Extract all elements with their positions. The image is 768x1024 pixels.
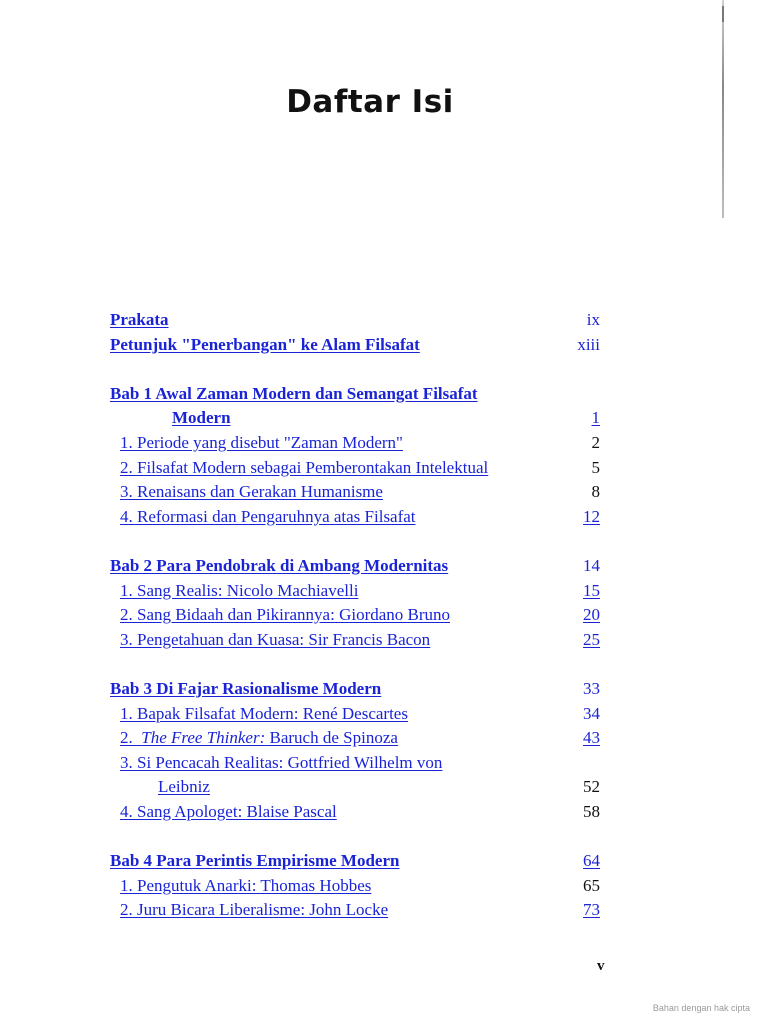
copyright-watermark: Bahan dengan hak cipta (652, 1003, 750, 1013)
toc-entry-page[interactable]: 73 (583, 900, 600, 920)
toc-entry-page[interactable]: 52 (583, 777, 600, 797)
toc-spacer (110, 652, 600, 677)
toc-section-title[interactable]: 4. Reformasi dan Pengaruhnya atas Filsafat (120, 506, 416, 526)
toc-chapter-title[interactable]: Bab 3 Di Fajar Rasionalisme Modern (110, 678, 382, 698)
toc-section[interactable] (110, 898, 600, 923)
toc-entry-page[interactable]: 43 (583, 728, 600, 748)
toc-chapter-4[interactable] (110, 849, 600, 874)
toc-entry-page[interactable]: 15 (583, 580, 600, 600)
toc-entry-page[interactable]: 33 (583, 678, 600, 698)
toc-entry-title[interactable]: Prakata (110, 310, 169, 329)
table-of-contents (110, 308, 600, 923)
page-edge-mark (722, 6, 724, 22)
page-number: v (597, 958, 605, 974)
toc-section-title[interactable]: 1. Pengutuk Anarki: Thomas Hobbes (120, 875, 372, 895)
toc-section[interactable] (110, 579, 600, 604)
toc-section-title[interactable]: 1. Sang Realis: Nicolo Machiavelli (120, 580, 359, 600)
toc-section[interactable] (110, 628, 600, 653)
toc-section[interactable] (110, 505, 600, 530)
toc-section-number: 2. (120, 728, 142, 748)
toc-section[interactable] (110, 480, 600, 505)
toc-section[interactable] (110, 751, 600, 776)
toc-entry-petunjuk[interactable] (110, 333, 600, 358)
toc-section-title[interactable]: 1. Periode yang disebut "Zaman Modern" (120, 432, 403, 452)
toc-entry-page[interactable]: 2 (591, 432, 600, 452)
toc-entry-page[interactable]: 64 (583, 851, 600, 871)
toc-chapter-1[interactable] (110, 382, 600, 407)
toc-section-title[interactable]: 1. Bapak Filsafat Modern: René Descartes (120, 703, 408, 723)
toc-section-continued[interactable] (110, 775, 600, 800)
toc-section-title-cont[interactable]: Leibniz (158, 777, 210, 797)
toc-entry-page[interactable]: 12 (583, 506, 600, 526)
toc-section[interactable] (110, 800, 600, 825)
toc-entry-page[interactable]: 25 (583, 629, 600, 649)
toc-section[interactable] (110, 431, 600, 456)
toc-entry-page[interactable]: 20 (583, 605, 600, 625)
toc-entry-page[interactable]: xiii (577, 334, 600, 354)
toc-section-title[interactable]: 3. Renaisans dan Gerakan Humanisme (120, 482, 383, 502)
toc-section-title[interactable]: 4. Sang Apologet: Blaise Pascal (120, 801, 337, 821)
toc-section-title[interactable] (120, 726, 398, 751)
toc-section-title[interactable]: 2. Juru Bicara Liberalisme: John Locke (120, 900, 389, 920)
toc-section[interactable] (110, 702, 600, 727)
toc-chapter-title[interactable]: Bab 2 Para Pendobrak di Ambang Modernitas (110, 555, 449, 575)
toc-section[interactable] (110, 456, 600, 481)
toc-section-title[interactable]: 2. Sang Bidaah dan Pikirannya: Giordano Bruno (120, 605, 451, 625)
toc-spacer (110, 529, 600, 554)
toc-entry-prakata[interactable] (110, 308, 600, 333)
toc-entry-page[interactable]: 34 (583, 703, 600, 723)
toc-chapter-title[interactable]: Bab 4 Para Perintis Empirisme Modern (110, 851, 400, 871)
toc-chapter-2[interactable] (110, 554, 600, 579)
toc-entry-page[interactable]: 65 (583, 875, 600, 895)
toc-entry-page[interactable]: 5 (591, 457, 600, 477)
toc-entry-page[interactable]: 1 (591, 408, 600, 428)
toc-entry-page[interactable]: 8 (591, 482, 600, 502)
toc-entry-page[interactable]: ix (586, 310, 600, 329)
toc-section[interactable] (110, 726, 600, 751)
page-title: Daftar Isi (286, 84, 454, 120)
toc-chapter-3[interactable] (110, 677, 600, 702)
toc-chapter-title-cont[interactable]: Modern (172, 408, 231, 428)
toc-section[interactable] (110, 603, 600, 628)
toc-chapter-1-continued[interactable] (110, 406, 600, 431)
toc-section-title[interactable]: 3. Pengetahuan dan Kuasa: Sir Francis Bacon (120, 629, 431, 649)
toc-spacer (110, 824, 600, 849)
toc-entry-title[interactable]: Petunjuk "Penerbangan" ke Alam Filsafat (110, 334, 420, 354)
toc-section-title[interactable]: 3. Si Pencacah Realitas: Gottfried Wilhelm von (120, 752, 443, 772)
toc-section-title[interactable]: 2. Filsafat Modern sebagai Pemberontakan Intelektual (120, 457, 489, 477)
toc-entry-page[interactable]: 14 (583, 555, 600, 575)
toc-section-italic: The Free Thinker: (141, 728, 266, 748)
toc-chapter-title[interactable]: Bab 1 Awal Zaman Modern dan Semangat Filsafat (110, 383, 478, 403)
toc-entry-page[interactable]: 58 (583, 801, 600, 821)
toc-section[interactable] (110, 874, 600, 899)
toc-section-rest: Baruch de Spinoza (265, 728, 398, 748)
toc-spacer (110, 357, 600, 382)
